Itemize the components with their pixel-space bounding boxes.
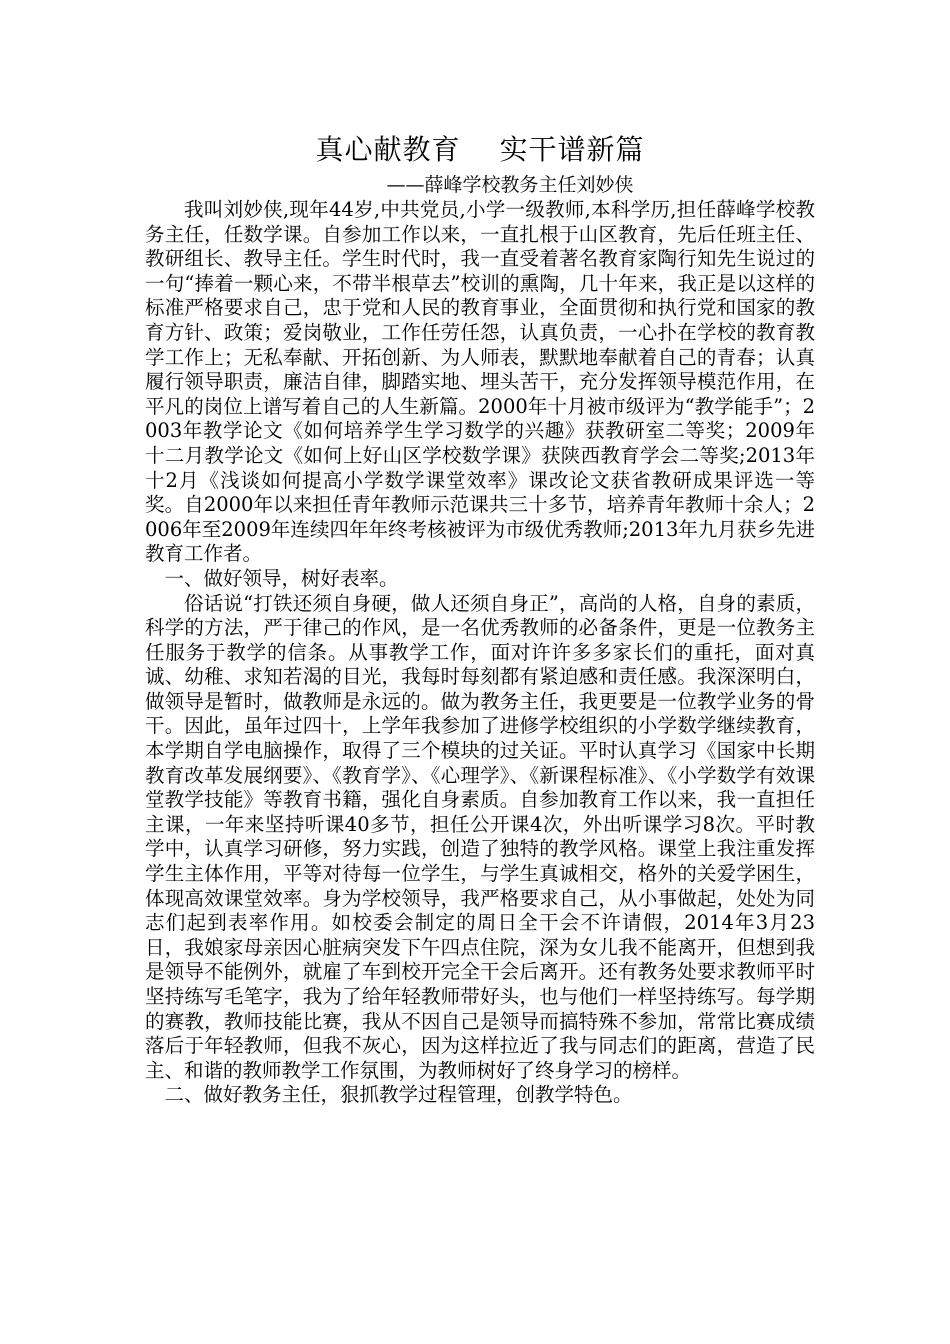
intro-paragraph: 我叫刘妙侠,现年44岁,中共党员,小学一级教师,本科学历,担任薛峰学校教务主任，任数学课。自参加工作以来，一直扎根于山区教育，先后任班主任、教研组长、教导主任。学生时代时，我一直受着著名教育家陶行知先生说过的一句“捧着一颗心来，不带半根草去”校训的熏陶，几十年来，我正是以这样的标准严格要求自己，忠于党和人民的教育事业，全面贯彻和执行党和国家的教育方针、政策；爱岗敬业，工作任劳任怨，认真负责，一心扑在学校的教育教学工作上；无私奉献、开拓创新、为人师表，默默地奉献着自己的青春；认真履行领导职责，廉洁自律，脚踏实地、埋头苦干，充分发挥领导模范作用，在平凡的岗位上谱写着自己的人生新篇。2000年十月被市级评为“教学能手”；2003年教学论文《如何培养学生学习数学的兴趣》获教研室二等奖；2009年十二月教学论文《如何上好山区学校数学课》获陕西教育学会二等奖;2013年十2月《浅谈如何提高小学数学课堂效率》课改论文获省教研成果评选一等奖。自2000年以来担任青年教师示范课共三十多节，培养青年教师十余人；2006年至2009年连续四年年终考核被评为市级优秀教师;2013年九月获乡先进教育工作者。 bbox=[145, 198, 815, 566]
document-subtitle: ——薛峰学校教务主任刘妙侠 bbox=[386, 174, 634, 196]
section-2-heading: 二、做好教务主任，狠抓教学过程管理，创教学特色。 bbox=[164, 1083, 633, 1107]
document-title: 真心献教育 实干谱新篇 bbox=[315, 133, 645, 166]
section-1-paragraph: 俗话说“打铁还须自身硬，做人还须自身正”，高尚的人格，自身的素质，科学的方法，严于律己的作风，是一名优秀教师的必备条件，更是一位教务主任服务于教学的信条。从事教学工作，面对许许多多家长们的重托，面对真诚、幼稚、求知若渴的目光，我每时每刻都有紧迫感和责任感。我深深明白，做领导是暂时，做教师是永远的。做为教务主任，我更要是一位教学业务的骨干。因此，虽年过四十，上学年我参加了进修学校组织的小学数学继续教育，本学期自学电脑操作，取得了三个模块的过关证。平时认真学习《国家中长期教育改革发展纲要》、《教育学》、《心理学》、《新课程标准》、《小学数学有效课堂教学技能》等教育书籍，强化自身素质。自参加教育工作以来，我一直担任主课，一年来坚持听课40多节，担任公开课4次，外出听课学习8次。平时教学中，认真学习研修，努力实践，创造了独特的教学风格。课堂上我注重发挥学生主体作用，平等对待每一位学生，与学生真诚相交，格外的关爱学困生，体现高效课堂效率。身为学校领导，我严格要求自己，从小事做起，处处为同志们起到表率作用。如校委会制定的周日全干会不许请假，2014年3月23日，我娘家母亲因心脏病突发下午四点住院，深为女儿我不能离开，但想到我是领导不能例外，就雇了车到校开完全干会后离开。还有教务处要求教师平时坚持练写毛笔字，我为了给年轻教师带好头，也与他们一样坚持练写。每学期的赛教，教师技能比赛，我从不因自己是领导而搞特殊不参加，常常比赛成绩落后于年轻教师，但我不灰心，因为这样拉近了我与同志们的距离，营造了民主、和谐的教师教学工作氛围，为教师树好了终身学习的榜样。 bbox=[145, 591, 815, 1082]
document-page bbox=[145, 128, 815, 1108]
section-1-heading: 一、做好领导，树好表率。 bbox=[164, 566, 399, 590]
